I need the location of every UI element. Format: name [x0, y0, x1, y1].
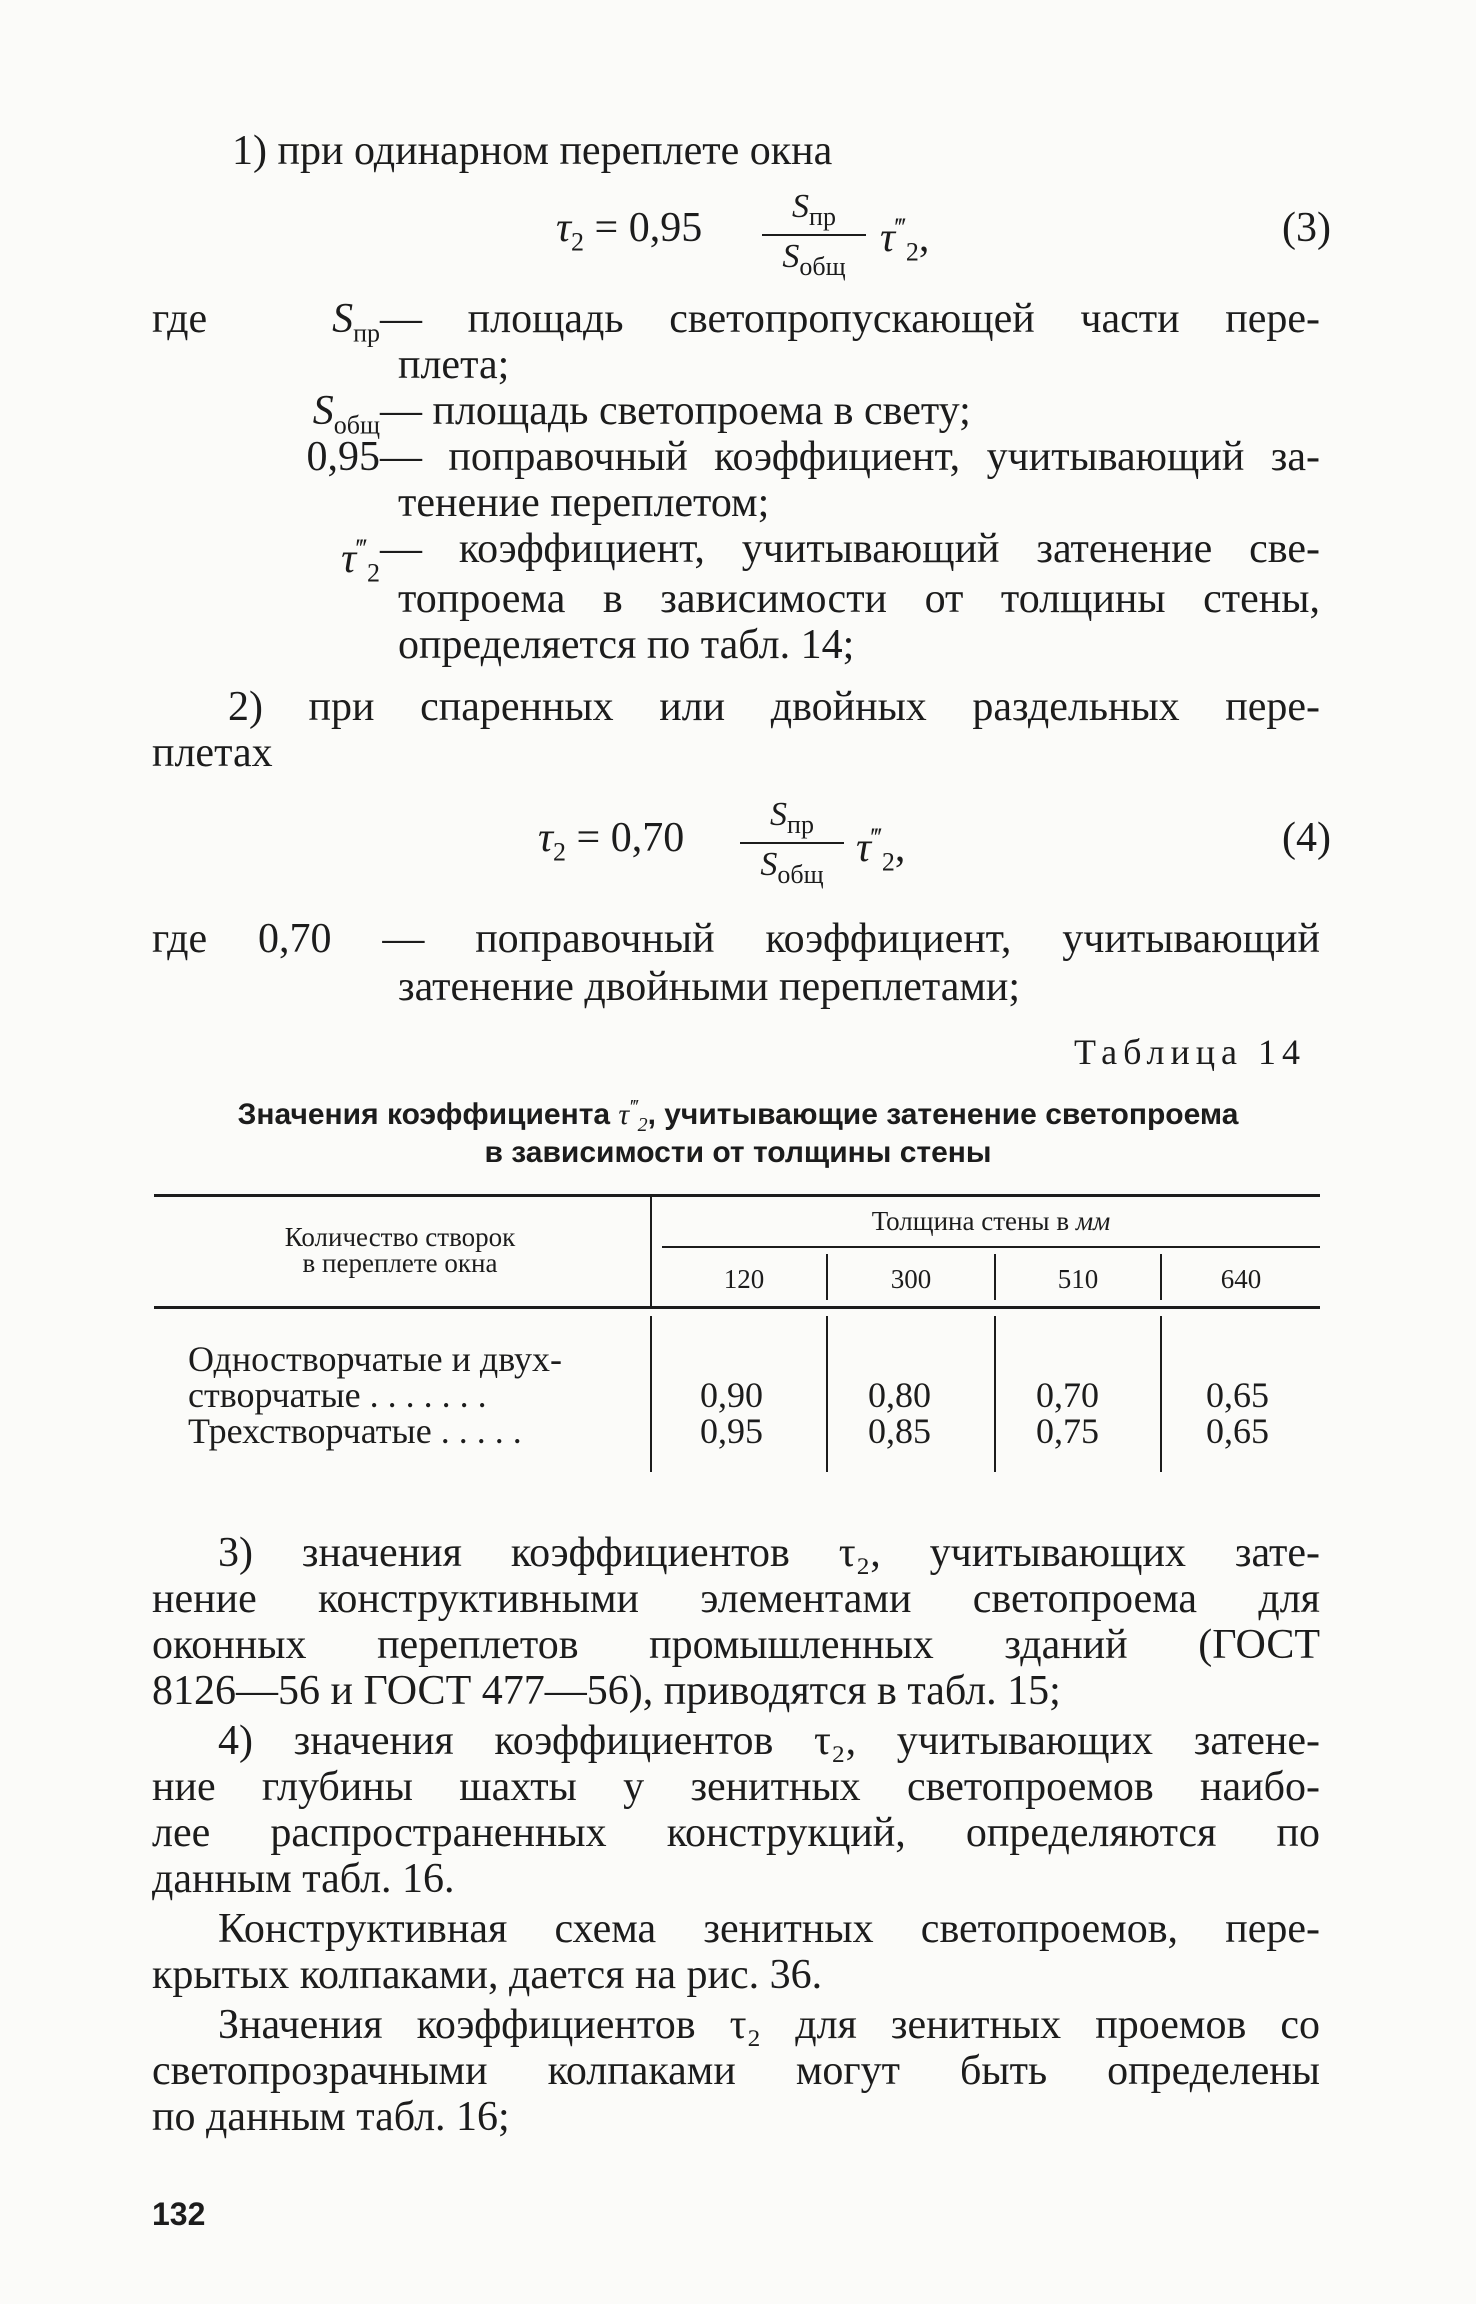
def-text: топроема в зависимости от толщины стены, [398, 576, 1320, 622]
header-thickness-value: 300 [890, 1264, 932, 1294]
formula-3-lhs: τ [556, 205, 572, 251]
para2-line: Значения коэффициентов τ₂ для зенитных проемов со [218, 2002, 1320, 2048]
para2-line: по данным табл. 16; [152, 2094, 510, 2140]
table-subtitle: в зависимости от толщины стены [484, 1136, 992, 1169]
document-page: 1) при одинарном переплете окна $\tau_2 = 0,95$ $S_{пр}$ $S_{общ}$ $\tau^‴_2$, (3) где $S_{пр}$ — площадь светопропускающей части пере- плета; $S_{общ}$ — площадь светопроема в свету; 0,95 — поправочный коэффициент, учитывающий за- тенение переплетом; $\tau^‴_2$ — коэффициент, учитывающий затенение све- топроема в зависимости от толщины стены, определяется по табл. 14; 2) при спаренных или двойных раздельных пере- плетах $\tau_2 = 0,70$ $S_{пр}$ $S_{общ}$ $\tau^‴_2$, (4) где 0,70 — поправочный коэффициент, учитывающий затенение двойными переплетами; Таблица 14 Значения коэффициента $\tau^‴_2$, учитывающие затенение светопроема в зависимости от толщины стены Количество створок в переплете окна Толщина стены в мм 120 300 510 640 Одностворчатые и двух- створчатые . . . . . . . Трехстворчатые . . . . . 0,90 0,80 0,70 0,65 0,95 0,85 0,75 0,65 3) значения коэффициентов τ₂, учитывающих зате- нение конструктивными элементами светопроема для оконных переплетов промышленных зданий (ГОСТ 8126—56 и ГОСТ 477—56), приводятся в табл. 15; 4) значения коэффициентов τ₂, учитывающих затене- ние глубины шахты у зенитных светопроемов наибо- лее распространенных конструкций, определяются по данным табл. 16. Конструктивная схема зенитных светопроемов, пере- крытых колпаками, дается на рис. 36. Значения коэффициентов τ₂ для зенитных проемов со светопрозрачными колпаками могут быть определены по данным табл. 16; 132 [0, 0, 1476, 2304]
def-text: — коэффициент, учитывающий затенение све- [380, 526, 1320, 572]
def-text: — площадь светопропускающей части пере- [380, 296, 1320, 342]
table-cell: 0,95 [700, 1411, 763, 1451]
header-leaves: Количество створок [284, 1222, 516, 1252]
row-label: Одностворчатые и двух- [188, 1339, 562, 1379]
formula-3-fraction: $S_{пр}$ $S_{общ}$ [762, 188, 866, 282]
def-text: — поправочный коэффициент, учитывающий за- [380, 434, 1320, 480]
item3-line: оконных переплетов промышленных зданий (ГОСТ [152, 1622, 1320, 1668]
where-label: где [152, 296, 208, 342]
def-symbol-s-obsh: $S_{общ}$ [312, 388, 380, 440]
equation-number-4: (4) [1282, 815, 1331, 861]
para1-line: крытых колпаками, дается на рис. 36. [152, 1952, 823, 1998]
formula-3-rhs: τ [880, 215, 896, 261]
item3-line: 3) значения коэффициентов τ₂, учитывающих зате- [218, 1530, 1320, 1576]
item2-where: затенение двойными переплетами; [398, 964, 1021, 1010]
def-text: тенение переплетом; [398, 480, 770, 526]
formula-4-fraction: $S_{пр}$ $S_{общ}$ [740, 796, 844, 890]
item1-intro: 1) при одинарном переплете окна [232, 128, 833, 174]
def-text: — площадь светопроема в свету; [380, 388, 971, 434]
table-title: Значения коэффициента $\tau^‴_2$, учитывающие затенение светопроема [237, 1096, 1239, 1136]
header-thickness-value: 510 [1057, 1264, 1099, 1294]
item3-line: нение конструктивными элементами светопроема для [152, 1576, 1320, 1622]
header-thickness-value: 640 [1220, 1264, 1262, 1294]
table-cell: 0,85 [868, 1411, 931, 1451]
item4-line: данным табл. 16. [152, 1856, 455, 1902]
table-divider [1160, 1316, 1162, 1472]
row-label: створчатые . . . . . . . [188, 1375, 487, 1415]
table-cell: 0,90 [700, 1375, 763, 1415]
item4-line: ние глубины шахты у зенитных светопроемов наибо- [152, 1764, 1320, 1810]
para1-line: Конструктивная схема зенитных светопроемов, пере- [218, 1906, 1320, 1952]
table-divider [650, 1316, 652, 1472]
def-symbol-tau: $\tau^‴_2$ [341, 534, 380, 588]
table-cell: 0,65 [1206, 1411, 1269, 1451]
formula-4-rhs: τ [856, 825, 872, 871]
item2-where: где 0,70 — поправочный коэффициент, учитывающий [152, 916, 1320, 962]
def-text: определяется по табл. 14; [398, 622, 855, 668]
header-leaves: в переплете окна [302, 1248, 498, 1278]
table-cell: 0,75 [1036, 1411, 1099, 1451]
item4-line: лее распространенных конструкций, определяются по [152, 1810, 1320, 1856]
def-text: плета; [398, 342, 510, 388]
def-symbol-095: 0,95 [306, 434, 380, 480]
header-thickness-value: 120 [723, 1264, 765, 1294]
table-cell: 0,70 [1036, 1375, 1099, 1415]
page-number: 132 [152, 2196, 206, 2232]
formula-3-coef: = 0,95 [594, 205, 703, 251]
item2-line: 2) при спаренных или двойных раздельных пере- [228, 684, 1320, 730]
table-divider [826, 1316, 828, 1472]
table-group-rule [662, 1246, 1320, 1248]
def-symbol-s-pr: $S_{пр}$ [332, 296, 380, 348]
table-label: Таблица 14 [1074, 1032, 1306, 1072]
formula-4-lhs: τ [538, 815, 554, 861]
table-title-tau: $\tau^‴_2$ [618, 1096, 648, 1136]
item4-line: 4) значения коэффициентов τ₂, учитывающих затене- [218, 1718, 1320, 1764]
table-cell: 0,65 [1206, 1375, 1269, 1415]
item3-line: 8126—56 и ГОСТ 477—56), приводятся в табл. 15; [152, 1668, 1061, 1714]
equation-number-3: (3) [1282, 205, 1331, 251]
table-cell: 0,80 [868, 1375, 931, 1415]
row-label: Трехстворчатые . . . . . [188, 1411, 522, 1451]
header-thickness: Толщина стены в мм [871, 1206, 1111, 1236]
table-divider [650, 1196, 652, 1306]
table-divider [994, 1316, 996, 1472]
para2-line: светопрозрачными колпаками могут быть определены [152, 2048, 1320, 2094]
item2-line: плетах [152, 730, 273, 776]
formula-4-coef: = 0,70 [576, 815, 685, 861]
table-top-rule [154, 1194, 1320, 1197]
table-header-rule [154, 1306, 1320, 1309]
